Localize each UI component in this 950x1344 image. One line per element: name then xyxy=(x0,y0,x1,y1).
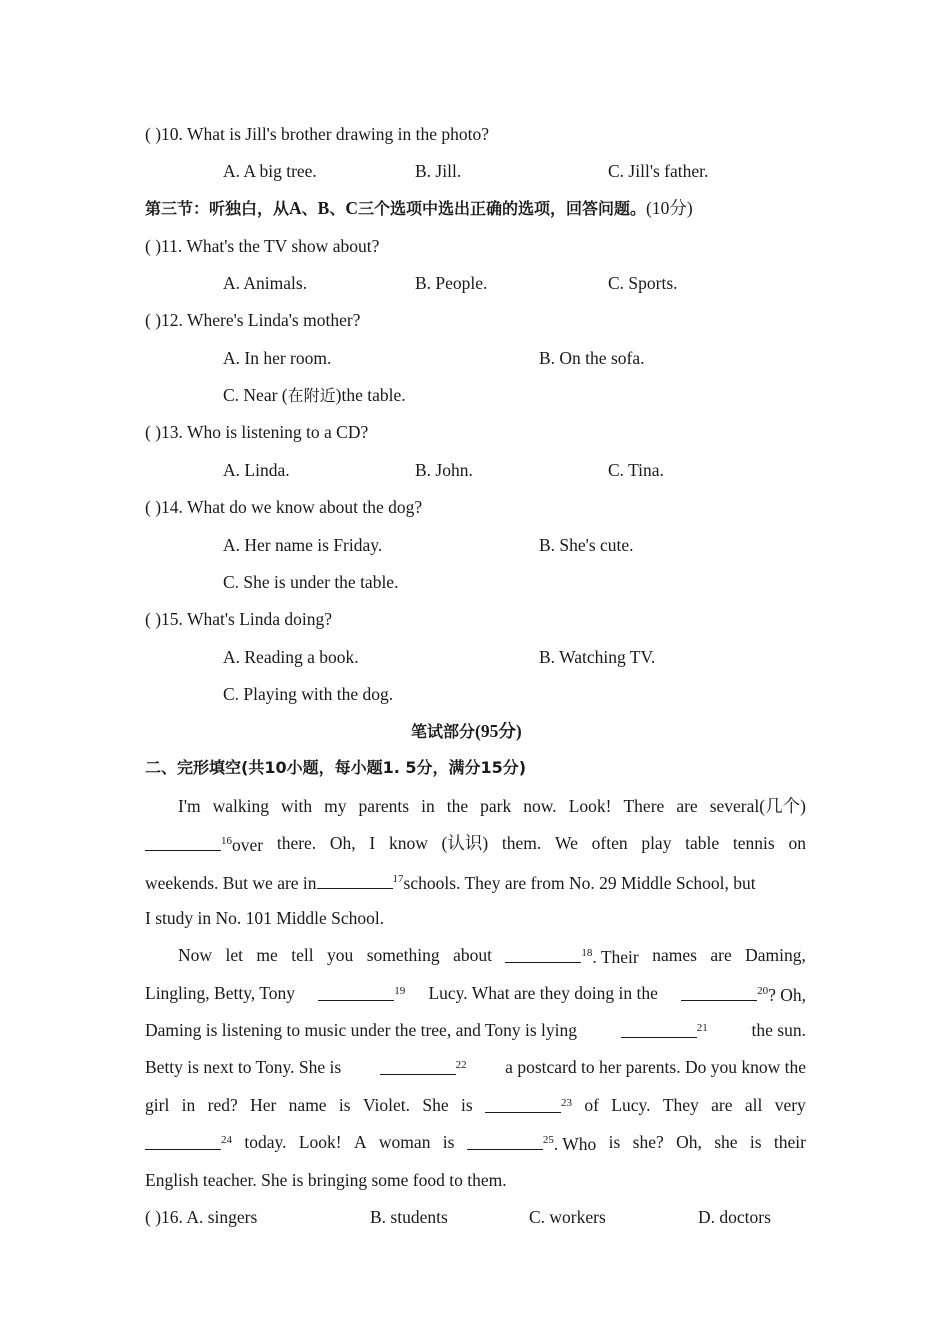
question-11-option-a: A. Animals. xyxy=(223,273,308,293)
question-16-option-b: B. students xyxy=(370,1207,448,1227)
blank-18[interactable] xyxy=(505,947,581,963)
passage-line-11: English teacher. She is bringing some food to them. xyxy=(145,1170,507,1190)
section-3-heading: 第三节：听独白，从A、B、C三个选项中选出正确的选项，回答问题。(10分) xyxy=(145,198,693,218)
question-11-option-b: B. People. xyxy=(415,273,488,293)
question-15-option-a: A. Reading a book. xyxy=(223,647,359,667)
passage-line-6: Lingling, Betty, Tony $^{19}$ Lucy. What are they doing in the $^{20}$? Oh, xyxy=(145,983,806,1005)
question-14-option-b: B. She's cute. xyxy=(539,535,634,555)
question-10-stem: ( )10. What is Jill's brother drawing in the photo? xyxy=(145,124,490,144)
question-12-option-a: A. In her room. xyxy=(223,348,332,368)
question-16-option-d: D. doctors xyxy=(698,1207,771,1227)
blank-16[interactable] xyxy=(145,835,221,851)
passage-line-10: $^{24}$ today. Look! A woman is $^{25}$. Who is she? Oh, she is their xyxy=(145,1134,806,1154)
passage-line-9: girl in red? Her name is Violet. She is $^{23}$ of Lucy. They are all very xyxy=(145,1095,806,1115)
passage-line-3: weekends. But we are in $^{17}$schools. They are from No. 29 Middle School, but xyxy=(145,873,756,893)
question-14-option-a: A. Her name is Friday. xyxy=(223,535,383,555)
question-12-option-b: B. On the sofa. xyxy=(539,348,645,368)
question-10-option-a: A. A big tree. xyxy=(223,161,317,181)
blank-22[interactable] xyxy=(380,1059,456,1075)
question-12-option-c: C. Near (在附近)the table. xyxy=(223,385,406,405)
question-14-stem: ( )14. What do we know about the dog? xyxy=(145,497,423,517)
blank-23[interactable] xyxy=(485,1097,561,1113)
passage-line-1: I'm walking with my parents in the park now. Look! There are several(几个) xyxy=(178,796,806,816)
question-10-option-c: C. Jill's father. xyxy=(608,161,709,181)
question-13-option-b: B. John. xyxy=(415,460,473,480)
blank-20[interactable] xyxy=(681,985,757,1001)
question-16-option-c: C. workers xyxy=(529,1207,606,1227)
question-11-option-c: C. Sports. xyxy=(608,273,678,293)
passage-line-8: Betty is next to Tony. She is $^{22}$ a postcard to her parents. Do you know the xyxy=(145,1057,806,1077)
question-14-option-c: C. She is under the table. xyxy=(223,572,399,592)
written-section-title: 笔试部分(95分) xyxy=(411,721,522,741)
question-16-stem: ( )16. A. singers xyxy=(145,1207,258,1227)
blank-24[interactable] xyxy=(145,1134,221,1150)
cloze-heading: 二、完形填空(共10小题，每小题1. 5分，满分15分) xyxy=(145,758,527,777)
question-10-option-b: B. Jill. xyxy=(415,161,462,181)
question-11-stem: ( )11. What's the TV show about? xyxy=(145,236,380,256)
blank-17[interactable] xyxy=(317,873,393,889)
question-15-option-b: B. Watching TV. xyxy=(539,647,656,667)
blank-25[interactable] xyxy=(467,1134,543,1150)
passage-line-2: $^{16}$over there. Oh, I know (认识) them. We often play table tennis on xyxy=(145,835,806,855)
blank-19[interactable] xyxy=(318,985,394,1001)
passage-line-5: Now let me tell you something about $^{18}$. Their names are Daming, xyxy=(178,945,806,967)
passage-line-7: Daming is listening to music under the tree, and Tony is lying $^{21}$ the sun. xyxy=(145,1020,806,1040)
question-15-option-c: C. Playing with the dog. xyxy=(223,684,394,704)
passage-line-4: I study in No. 101 Middle School. xyxy=(145,908,385,928)
question-13-stem: ( )13. Who is listening to a CD? xyxy=(145,422,369,442)
question-12-stem: ( )12. Where's Linda's mother? xyxy=(145,310,361,330)
question-15-stem: ( )15. What's Linda doing? xyxy=(145,609,333,629)
question-13-option-c: C. Tina. xyxy=(608,460,664,480)
question-13-option-a: A. Linda. xyxy=(223,460,290,480)
blank-21[interactable] xyxy=(621,1022,697,1038)
